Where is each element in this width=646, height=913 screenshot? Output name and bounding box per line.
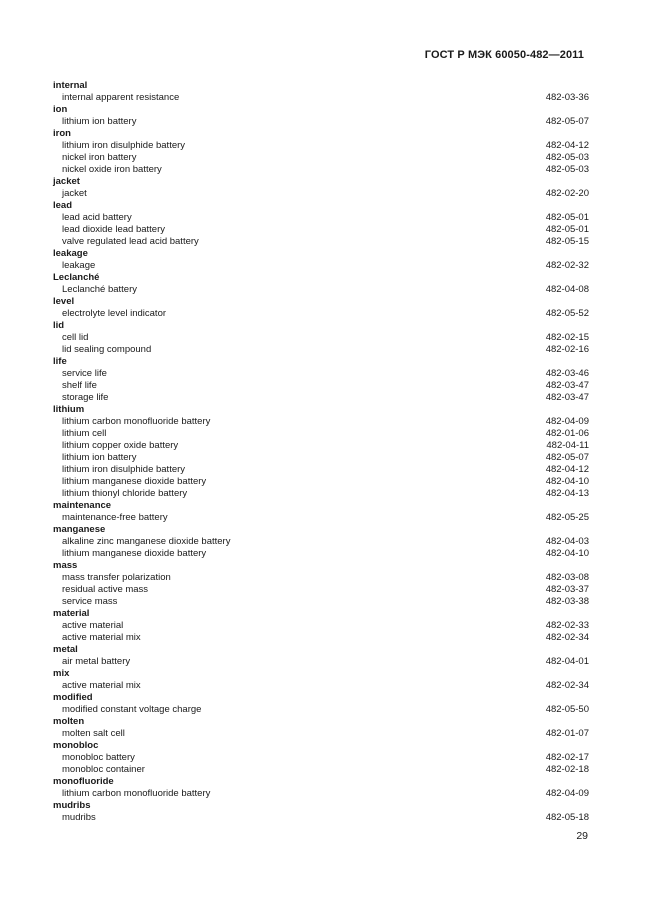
index-term-row	[53, 212, 589, 224]
term-code: 482-05-18	[545, 812, 589, 823]
index-keyword: mass	[53, 560, 78, 571]
index-keyword: leakage	[53, 248, 88, 259]
term-code: 482-03-46	[545, 368, 589, 379]
term-text: service life	[62, 368, 107, 379]
term-text: modified constant voltage charge	[62, 704, 202, 715]
term-text: Leclanché battery	[62, 284, 137, 295]
term-code: 482-04-09	[545, 416, 589, 427]
index-keyword: iron	[53, 128, 71, 139]
index-term-row	[53, 476, 589, 488]
term-code: 482-03-47	[545, 380, 589, 391]
term-text: active material mix	[62, 680, 141, 691]
term-text: valve regulated lead acid battery	[62, 236, 199, 247]
term-code: 482-04-13	[545, 488, 589, 499]
index-term-row	[53, 236, 589, 248]
index-term-row	[53, 656, 589, 668]
index-keyword: lid	[53, 320, 65, 331]
index-entry	[53, 776, 589, 800]
index-term-row	[53, 788, 589, 800]
index-keyword: molten	[53, 716, 85, 727]
term-text: lithium ion battery	[62, 116, 137, 127]
index-term-row	[53, 536, 589, 548]
term-code: 482-05-52	[545, 308, 589, 319]
index-keyword: monofluoride	[53, 776, 114, 787]
term-code: 482-05-01	[545, 212, 589, 223]
term-code: 482-05-15	[545, 236, 589, 247]
term-text: lithium iron disulphide battery	[62, 464, 186, 475]
term-text: lithium thionyl chloride battery	[62, 488, 188, 499]
index-term-row	[53, 260, 589, 272]
index-entry	[53, 104, 589, 128]
term-code: 482-04-08	[545, 284, 589, 295]
term-text: leakage	[62, 260, 96, 271]
index-term-row	[53, 704, 589, 716]
term-text: monobloc battery	[62, 752, 135, 763]
index-term-row	[53, 224, 589, 236]
index-keyword: metal	[53, 644, 78, 655]
index-term-row	[53, 632, 589, 644]
term-text: lead dioxide lead battery	[62, 224, 165, 235]
index-entry	[53, 740, 589, 776]
index-entry	[53, 560, 589, 608]
index-term-row	[53, 752, 589, 764]
term-code: 482-02-16	[545, 344, 589, 355]
term-text: lead acid battery	[62, 212, 132, 223]
index-term-row	[53, 152, 589, 164]
term-text: shelf life	[62, 380, 97, 391]
index-entry	[53, 320, 589, 356]
index-entry	[53, 404, 589, 500]
index-entry	[53, 608, 589, 644]
index-entry	[53, 644, 589, 668]
index-term-row	[53, 308, 589, 320]
term-text: lithium carbon monofluoride battery	[62, 416, 211, 427]
index-keyword: mix	[53, 668, 70, 679]
term-code: 482-03-37	[545, 584, 589, 595]
index-keyword: jacket	[53, 176, 80, 187]
index-term-row	[53, 584, 589, 596]
index-term-row	[53, 332, 589, 344]
term-code: 482-04-11	[546, 440, 589, 451]
term-text: lithium cell	[62, 428, 107, 439]
term-code: 482-04-10	[545, 476, 589, 487]
term-text: nickel oxide iron battery	[62, 164, 162, 175]
index-term-row	[53, 452, 589, 464]
term-text: lithium iron disulphide battery	[62, 140, 186, 151]
index-entry	[53, 356, 589, 404]
term-text: jacket	[62, 188, 87, 199]
term-text: internal apparent resistance	[62, 92, 180, 103]
term-code: 482-01-06	[545, 428, 589, 439]
index-entry	[53, 80, 589, 104]
term-code: 482-02-18	[545, 764, 589, 775]
term-code: 482-05-07	[545, 452, 589, 463]
index-term-row	[53, 284, 589, 296]
index-entry	[53, 524, 589, 560]
index-term-row	[53, 116, 589, 128]
index-term-row	[53, 596, 589, 608]
index-term-row	[53, 92, 589, 104]
term-code: 482-02-15	[545, 332, 589, 343]
term-text: active material	[62, 620, 124, 631]
index-term-row	[53, 428, 589, 440]
index-keyword: maintenance	[53, 500, 112, 511]
term-code: 482-04-03	[545, 536, 589, 547]
term-text: lithium manganese dioxide battery	[62, 476, 207, 487]
term-code: 482-02-33	[545, 620, 589, 631]
index-keyword: mudribs	[53, 800, 91, 811]
index-term-row	[53, 620, 589, 632]
index-term-row	[53, 164, 589, 176]
index-entry	[53, 248, 589, 272]
index-term-row	[53, 764, 589, 776]
index-keyword: modified	[53, 692, 93, 703]
term-code: 482-03-36	[545, 92, 589, 103]
index-term-row	[53, 680, 589, 692]
index-term-row	[53, 392, 589, 404]
index-term-row	[53, 440, 589, 452]
index-term-row	[53, 572, 589, 584]
term-code: 482-02-20	[545, 188, 589, 199]
page-header: ГОСТ Р МЭК 60050-482—2011	[424, 49, 584, 61]
term-text: electrolyte level indicator	[62, 308, 167, 319]
index-term-row	[53, 728, 589, 740]
term-code: 482-04-01	[545, 656, 589, 667]
term-code: 482-03-38	[545, 596, 589, 607]
index-entry	[53, 716, 589, 740]
term-text: lithium manganese dioxide battery	[62, 548, 207, 559]
index-keyword: material	[53, 608, 90, 619]
term-code: 482-05-25	[545, 512, 589, 523]
index-entry	[53, 668, 589, 692]
index-entry	[53, 296, 589, 320]
index-term-row	[53, 368, 589, 380]
index-keyword: manganese	[53, 524, 106, 535]
term-code: 482-02-17	[545, 752, 589, 763]
term-code: 482-04-12	[545, 464, 589, 475]
index-term-row	[53, 488, 589, 500]
index-entry	[53, 500, 589, 524]
term-text: maintenance-free battery	[62, 512, 168, 523]
index-keyword: life	[53, 356, 67, 367]
term-text: service mass	[62, 596, 118, 607]
page-number: 29	[576, 830, 588, 842]
term-text: lithium copper oxide battery	[62, 440, 179, 451]
term-code: 482-05-07	[545, 116, 589, 127]
index-keyword: internal	[53, 80, 88, 91]
index-term-row	[53, 344, 589, 356]
term-text: active material mix	[62, 632, 141, 643]
index-entry	[53, 200, 589, 248]
term-text: lithium carbon monofluoride battery	[62, 788, 211, 799]
index-keyword: lithium	[53, 404, 85, 415]
index-term-row	[53, 548, 589, 560]
index-keyword: lead	[53, 200, 73, 211]
index-keyword: level	[53, 296, 75, 307]
index-keyword: monobloc	[53, 740, 99, 751]
term-code: 482-04-10	[545, 548, 589, 559]
term-code: 482-05-03	[545, 164, 589, 175]
term-code: 482-02-32	[545, 260, 589, 271]
index-term-row	[53, 512, 589, 524]
index-term-row	[53, 140, 589, 152]
term-text: alkaline zinc manganese dioxide battery	[62, 536, 231, 547]
term-text: cell lid	[62, 332, 89, 343]
term-code: 482-05-01	[545, 224, 589, 235]
index-entry	[53, 692, 589, 716]
index-term-row	[53, 812, 589, 824]
term-text: mass transfer polarization	[62, 572, 171, 583]
term-code: 482-04-09	[545, 788, 589, 799]
term-code: 482-04-12	[545, 140, 589, 151]
term-code: 482-02-34	[545, 632, 589, 643]
term-text: molten salt cell	[62, 728, 125, 739]
index-term-row	[53, 188, 589, 200]
index-entry	[53, 800, 589, 824]
term-code: 482-02-34	[545, 680, 589, 691]
term-code: 482-03-47	[545, 392, 589, 403]
term-index	[53, 80, 589, 824]
index-term-row	[53, 416, 589, 428]
term-text: mudribs	[62, 812, 96, 823]
term-text: monobloc container	[62, 764, 145, 775]
index-keyword: ion	[53, 104, 68, 115]
index-entry	[53, 272, 589, 296]
term-text: lid sealing compound	[62, 344, 152, 355]
index-term-row	[53, 380, 589, 392]
term-code: 482-03-08	[545, 572, 589, 583]
index-keyword: Leclanché	[53, 272, 100, 283]
term-text: nickel iron battery	[62, 152, 137, 163]
term-text: air metal battery	[62, 656, 131, 667]
index-entry	[53, 128, 589, 176]
term-text: storage life	[62, 392, 109, 403]
index-entry	[53, 176, 589, 200]
term-code: 482-05-03	[545, 152, 589, 163]
index-term-row	[53, 464, 589, 476]
term-code: 482-01-07	[545, 728, 589, 739]
term-text: residual active mass	[62, 584, 149, 595]
term-code: 482-05-50	[545, 704, 589, 715]
term-text: lithium ion battery	[62, 452, 137, 463]
